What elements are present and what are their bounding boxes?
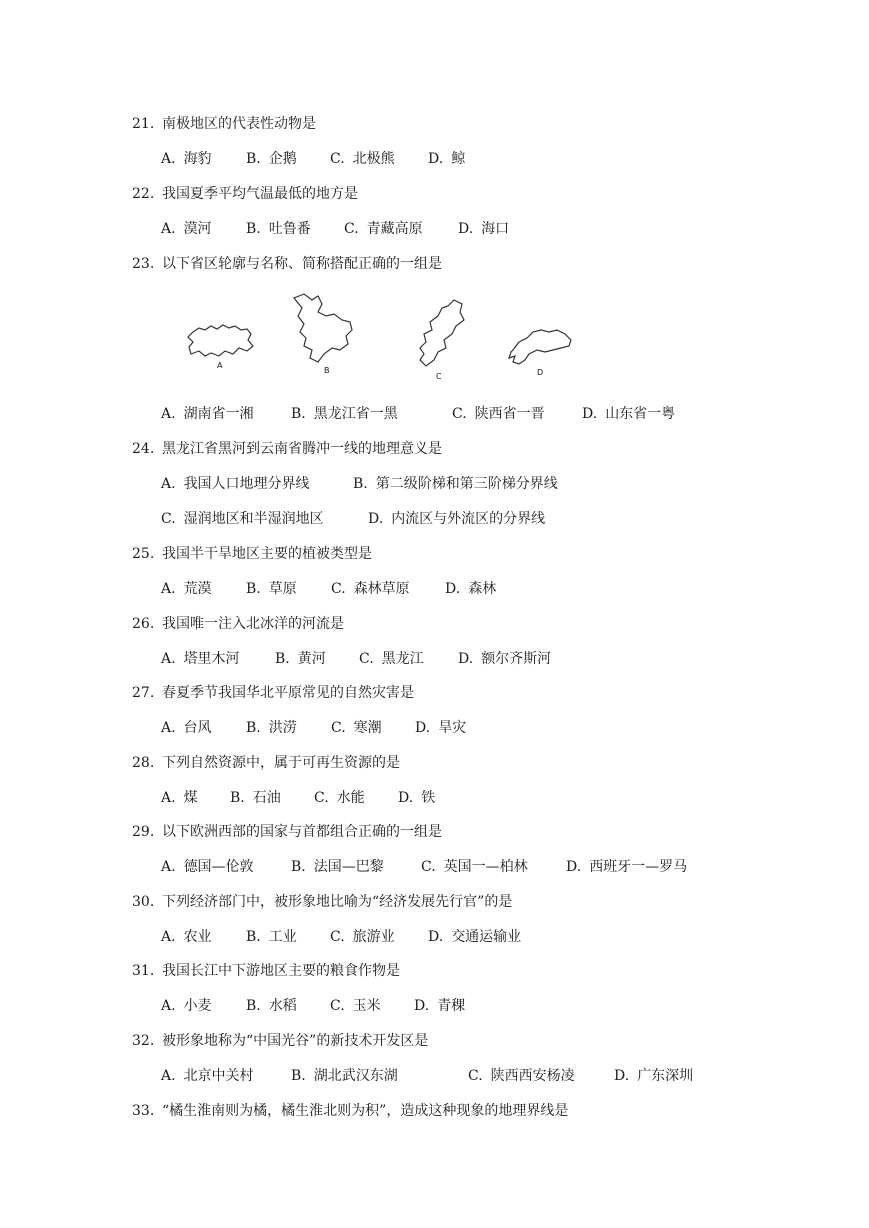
- option-b[interactable]: B. 黑龙江省一黑: [291, 406, 398, 422]
- option-a[interactable]: A. 台风: [161, 720, 212, 736]
- option-d[interactable]: D. 交通运输业: [428, 929, 522, 945]
- question-text: 以下省区轮廓与名称、简称搭配正确的一组是: [162, 256, 442, 272]
- option-c[interactable]: C. 陕西省一晋: [452, 406, 545, 422]
- map-label: B: [324, 366, 330, 375]
- options-22: [161, 218, 509, 238]
- option-a[interactable]: A. 北京中关村: [161, 1068, 254, 1084]
- option-c[interactable]: C. 寒潮: [331, 720, 382, 736]
- options-31: [161, 995, 465, 1015]
- options-24-row1: [161, 473, 558, 493]
- question-text: 我国唯一注入北冰洋的河流是: [162, 616, 344, 632]
- option-c[interactable]: C. 陕西西安杨凌: [468, 1068, 575, 1084]
- question-30: 30. 下列经济部门中，被形象地比喻为“经济发展先行官”的是: [132, 894, 513, 910]
- option-a[interactable]: A. 湖南省一湘: [161, 406, 254, 422]
- options-32: [161, 1065, 693, 1085]
- option-b[interactable]: B. 第二级阶梯和第三阶梯分界线: [353, 476, 558, 492]
- option-c[interactable]: C. 黑龙江: [359, 651, 424, 667]
- option-c[interactable]: C. 青藏高原: [344, 221, 423, 237]
- question-25: 25. 我国半干旱地区主要的植被类型是: [132, 546, 372, 562]
- province-outline-d: [503, 326, 579, 377]
- question-text: 我国长江中下游地区主要的粮食作物是: [162, 963, 400, 979]
- question-text: 春夏季节我国华北平原常见的自然灾害是: [162, 685, 414, 701]
- option-d[interactable]: D. 西班牙一—罗马: [566, 859, 688, 875]
- option-b[interactable]: B. 草原: [246, 581, 297, 597]
- option-b[interactable]: B. 水稻: [246, 998, 297, 1014]
- option-c[interactable]: C. 英国一—柏林: [421, 859, 528, 875]
- option-a[interactable]: A. 农业: [161, 929, 212, 945]
- option-b[interactable]: B. 黄河: [275, 651, 326, 667]
- option-a[interactable]: A. 荒漠: [161, 581, 212, 597]
- option-b[interactable]: B. 湖北武汉东湖: [291, 1068, 398, 1084]
- question-text: 我国夏季平均气温最低的地方是: [162, 186, 358, 202]
- option-d[interactable]: D. 额尔齐斯河: [458, 651, 552, 667]
- province-outlines: [180, 290, 600, 385]
- option-d[interactable]: D. 广东深圳: [614, 1068, 694, 1084]
- question-33: 33. “橘生淮南则为橘，橘生淮北则为积”，造成这种现象的地理界线是: [132, 1103, 569, 1119]
- question-22: 22. 我国夏季平均气温最低的地方是: [132, 186, 358, 202]
- option-d[interactable]: D. 山东省一粤: [582, 406, 676, 422]
- options-28: [161, 787, 435, 807]
- option-a[interactable]: A. 煤: [161, 790, 198, 806]
- map-label: C: [436, 372, 442, 381]
- question-28: 28. 下列自然资源中，属于可再生资源的是: [132, 755, 400, 771]
- question-text: 下列经济部门中，被形象地比喻为“经济发展先行官”的是: [162, 894, 513, 910]
- option-a[interactable]: A. 德国—伦敦: [161, 859, 254, 875]
- question-32: 32. 被形象地称为“中国光谷”的新技术开发区是: [132, 1033, 429, 1049]
- question-23: 23. 以下省区轮廓与名称、简称搭配正确的一组是: [132, 256, 442, 272]
- question-27: 27. 春夏季节我国华北平原常见的自然灾害是: [132, 685, 414, 701]
- option-d[interactable]: D. 鲸: [428, 151, 466, 167]
- province-outline-b: [288, 292, 358, 375]
- option-d[interactable]: D. 青稞: [414, 998, 466, 1014]
- question-24: 24. 黑龙江省黑河到云南省腾冲一线的地理意义是: [132, 441, 442, 457]
- options-25: [161, 578, 496, 598]
- question-21: 21. 南极地区的代表性动物是: [132, 116, 316, 132]
- question-26: 26. 我国唯一注入北冰洋的河流是: [132, 616, 344, 632]
- option-d[interactable]: D. 内流区与外流区的分界线: [368, 511, 546, 527]
- question-text: 我国半干旱地区主要的植被类型是: [162, 546, 372, 562]
- option-d[interactable]: D. 旱灾: [415, 720, 467, 736]
- question-text: 被形象地称为“中国光谷”的新技术开发区是: [162, 1033, 429, 1049]
- options-30: [161, 926, 521, 946]
- option-b[interactable]: B. 企鹅: [246, 151, 297, 167]
- question-text: 以下欧洲西部的国家与首都组合正确的一组是: [162, 824, 442, 840]
- question-31: 31. 我国长江中下游地区主要的粮食作物是: [132, 963, 400, 979]
- option-a[interactable]: A. 我国人口地理分界线: [161, 476, 310, 492]
- option-c[interactable]: C. 旅游业: [330, 929, 395, 945]
- question-text: “橘生淮南则为橘，橘生淮北则为积”，造成这种现象的地理界线是: [162, 1103, 569, 1119]
- options-27: [161, 717, 466, 737]
- option-d[interactable]: D. 海口: [458, 221, 510, 237]
- question-text: 黑龙江省黑河到云南省腾冲一线的地理意义是: [162, 441, 442, 457]
- option-c[interactable]: C. 北极熊: [330, 151, 395, 167]
- options-21: [161, 148, 465, 168]
- option-d[interactable]: D. 铁: [398, 790, 436, 806]
- option-c[interactable]: C. 水能: [314, 790, 365, 806]
- options-29: [161, 856, 687, 876]
- option-a[interactable]: A. 小麦: [161, 998, 212, 1014]
- option-b[interactable]: B. 吐鲁番: [246, 221, 311, 237]
- options-24-row2: [161, 508, 545, 528]
- map-label: A: [217, 361, 223, 370]
- option-c[interactable]: C. 湿润地区和半湿润地区: [161, 511, 324, 527]
- option-b[interactable]: B. 石油: [230, 790, 281, 806]
- map-label: D: [537, 368, 544, 377]
- option-d[interactable]: D. 森林: [445, 581, 497, 597]
- question-text: 南极地区的代表性动物是: [162, 116, 316, 132]
- option-b[interactable]: B. 工业: [246, 929, 297, 945]
- question-29: 29. 以下欧洲西部的国家与首都组合正确的一组是: [132, 824, 442, 840]
- option-a[interactable]: A. 塔里木河: [161, 651, 240, 667]
- question-text: 下列自然资源中，属于可再生资源的是: [162, 755, 400, 771]
- option-c[interactable]: C. 森林草原: [331, 581, 410, 597]
- options-23: [161, 403, 675, 423]
- option-b[interactable]: B. 法国—巴黎: [291, 859, 384, 875]
- province-outline-c: [416, 296, 472, 381]
- option-a[interactable]: A. 海豹: [161, 151, 212, 167]
- option-a[interactable]: A. 漠河: [161, 221, 212, 237]
- option-c[interactable]: C. 玉米: [330, 998, 381, 1014]
- options-26: [161, 648, 551, 668]
- option-b[interactable]: B. 洪涝: [246, 720, 297, 736]
- province-outline-a: [185, 318, 257, 370]
